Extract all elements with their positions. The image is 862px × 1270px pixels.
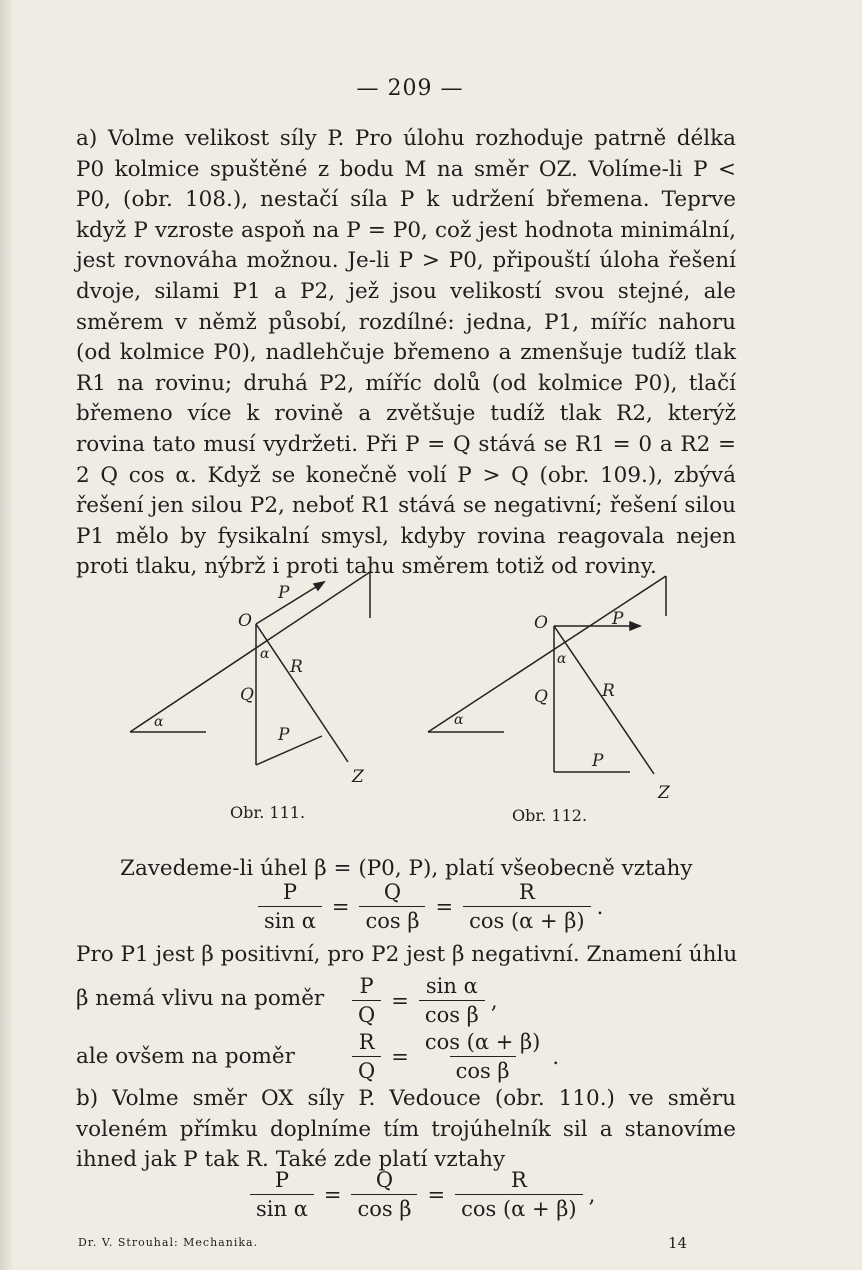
- paragraph-a: a) Volme velikost síly P. Pro úlohu rozhoduje patrně délka P0 kolmice spuštěné z bodu M na směr OZ. Volíme-li P < P0, (obr. 108.), nestačí síla P k udržení břemena. Teprve když P vzroste aspoň na P = P0, což jest hodnota minimální, jest rovnováha možnou. Je-li P > P0, připouští úloha řešení dvoje, silami P1 a P2, jež jsou velikostí svou stejné, ale směrem v němž působí, rozdílné: jedna, P1, míříc nahoru (od kolmice P0), nadlehčuje břemeno a zmenšuje tudíž tlak R1 na rovinu; druhá P2, míříc dolů (od kolmice P0), tlačí břemeno více k rovině a zvětšuje tudíž tlak R2, kterýž rovina tato musí vydržeti. Při P = Q stává se R1 = 0 a R2 = 2 Q cos α. Když se konečně volí P > Q (obr. 109.), zbývá řešení jen silou P2, neboť R1 stává se negativní; řešení silou P1 mělo by fysikalní smysl, kdyby rovina reagovala nejen proti tlaku, nýbrž i proti tahu směrem totiž od roviny.: [76, 126, 736, 580]
- eq1-frac2: $\frac{Q}{\text{cos β}}$: [359, 880, 425, 933]
- equation-4: $\frac{P}{\text{sin α}}$ = $\frac{Q}{\text{cos β}}$ = $\frac{R}{\cos (\alpha + \beta)}$ ,: [244, 1168, 595, 1221]
- footer-signature-number: 14: [668, 1234, 688, 1252]
- fig1-label-Q: Q: [240, 685, 254, 705]
- intro-beta-line: Zavedeme-li úhel β = (P0, P), platí všeobecně vztahy: [120, 856, 693, 881]
- fig2-label-alpha-base: α: [454, 712, 464, 728]
- sign-line: Pro P1 jest β positivní, pro P2 jest β negativní. Znamení úhlu: [76, 942, 738, 967]
- fig2-label-P-bottom: P: [592, 751, 604, 771]
- eq2-frac2: $\frac{\text{sin α}}{\text{cos β}}$: [419, 974, 485, 1027]
- ratio2-line: ale ovšem na poměr: [76, 1044, 295, 1069]
- eq3-frac2: $\frac{\cos (\alpha + \beta)}{\text{cos β}}$: [424, 1030, 541, 1083]
- paragraph-b: b) Volme směr OX síly P. Vedouce (obr. 110.) ve směru voleném přímku doplníme tím trojúhelník sil a stanovíme ihned jak P tak R. Také zde platí vztahy: [76, 1086, 736, 1173]
- eq2-frac1: $\frac{P}{Q}$: [352, 974, 381, 1027]
- eq4-frac3: $\frac{R}{\cos (\alpha + \beta)}$: [455, 1168, 583, 1221]
- figure-112-drawing: [428, 576, 666, 774]
- figure-111-drawing: [130, 572, 370, 765]
- fig2-label-Q: Q: [534, 687, 548, 707]
- fig2-label-O: O: [534, 613, 548, 633]
- figure-111-caption: Obr. 111.: [230, 803, 306, 822]
- footer-book-title: Dr. V. Strouhal: Mechanika.: [78, 1236, 259, 1249]
- fig1-label-O: O: [238, 611, 252, 631]
- ratio1-line: β nemá vlivu na poměr: [76, 986, 325, 1011]
- fig1-label-alpha-top: α: [260, 646, 270, 662]
- eq1-frac1: $\frac{P}{\text{sin α}}$: [258, 880, 322, 933]
- fig2-label-P-top: P: [612, 609, 624, 629]
- eq3-frac1: $\frac{R}{Q}$: [352, 1030, 381, 1083]
- figure-112-caption: Obr. 112.: [512, 806, 588, 825]
- eq4-frac2: $\frac{Q}{\text{cos β}}$: [351, 1168, 417, 1221]
- fig2-label-alpha-top: α: [557, 651, 567, 667]
- eq4-frac1: $\frac{P}{\text{sin α}}$: [250, 1168, 314, 1221]
- figures-111-112: [120, 560, 720, 830]
- page-edge-shadow: [0, 0, 14, 1270]
- equation-1: $\frac{P}{\text{sin α}}$ = $\frac{Q}{\text{cos β}}$ = $\frac{R}{\cos (\alpha + \beta)}$ .: [252, 880, 603, 933]
- equation-2: $\frac{P}{Q}$ = $\frac{\text{sin α}}{\text{cos β}}$ ,: [346, 974, 498, 1027]
- fig1-label-R: R: [290, 657, 303, 677]
- eq1-frac3: $\frac{R}{\cos (\alpha + \beta)}$: [463, 880, 591, 933]
- fig1-label-alpha-base: α: [154, 714, 164, 730]
- fig1-label-P-bottom: P: [278, 725, 290, 745]
- fig1-label-Z: Z: [352, 767, 364, 787]
- page-number: — 209 —: [356, 76, 464, 101]
- equation-3: $\frac{R}{Q}$ = $\frac{\cos (\alpha + \beta)}{\text{cos β}}$ .: [346, 1030, 559, 1083]
- fig2-label-R: R: [602, 681, 615, 701]
- fig2-label-Z: Z: [658, 783, 670, 803]
- fig1-label-P-top: P: [278, 583, 290, 603]
